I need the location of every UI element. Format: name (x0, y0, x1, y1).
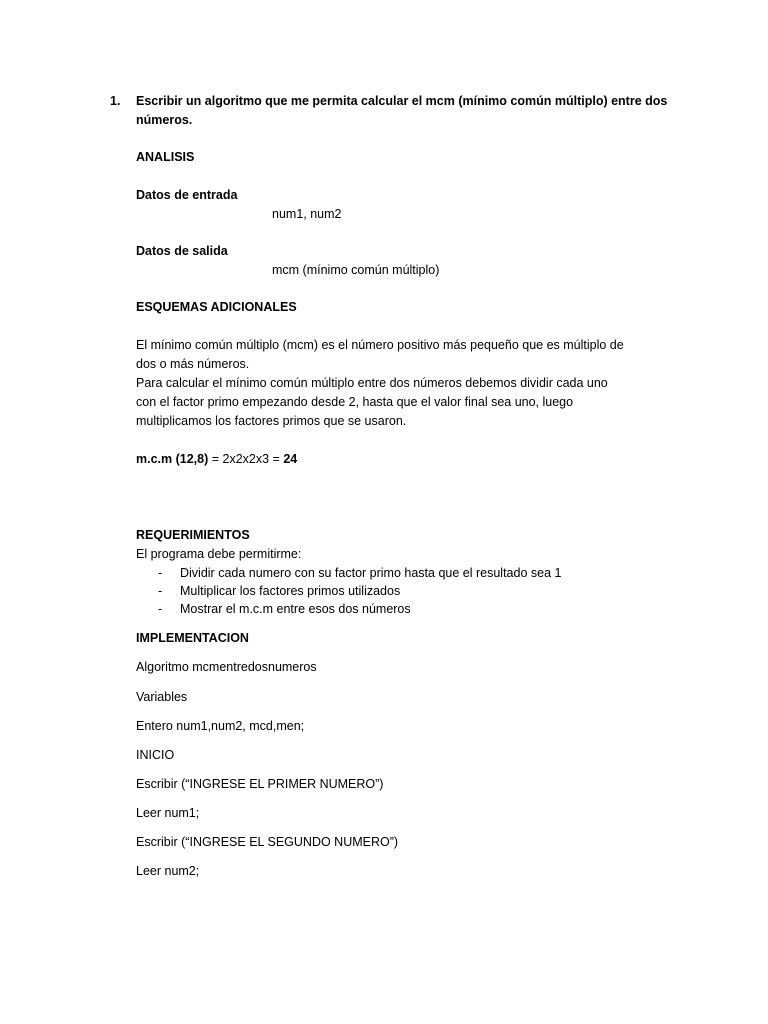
bullet-dash: - (158, 566, 163, 580)
question-number: 1. (110, 94, 121, 108)
question-line-2: números. (136, 113, 193, 127)
code-line: Escribir (“INGRESE EL PRIMER NUMERO”) (136, 777, 384, 791)
code-line: INICIO (136, 748, 175, 762)
esquemas-line: Para calcular el mínimo común múltiplo entre dos números debemos dividir cada uno (136, 376, 608, 390)
bullet-dash: - (158, 584, 163, 598)
datos-entrada-value: num1, num2 (272, 207, 342, 221)
mcm-example-expression: = 2x2x2x3 = (208, 452, 284, 466)
bullet-dash: - (158, 602, 163, 616)
requerimiento-item: Dividir cada numero con su factor primo hasta que el resultado sea 1 (180, 566, 562, 580)
esquemas-line: multiplicamos los factores primos que se usaron. (136, 414, 407, 428)
mcm-example-label: m.c.m (12,8) (136, 452, 209, 466)
requerimiento-item: Mostrar el m.c.m entre esos dos números (180, 602, 411, 616)
code-line: Escribir (“INGRESE EL SEGUNDO NUMERO”) (136, 835, 399, 849)
datos-entrada-label: Datos de entrada (136, 188, 238, 202)
code-line: Entero num1,num2, mcd,men; (136, 719, 305, 733)
code-line: Leer num1; (136, 806, 200, 820)
requerimientos-heading: REQUERIMIENTOS (136, 528, 250, 542)
analisis-heading: ANALISIS (136, 150, 195, 164)
datos-salida-value: mcm (mínimo común múltiplo) (272, 263, 440, 277)
requerimiento-item: Multiplicar los factores primos utilizados (180, 584, 401, 598)
question-line-1: Escribir un algoritmo que me permita calcular el mcm (mínimo común múltiplo) entre dos (136, 94, 668, 108)
datos-salida-label: Datos de salida (136, 244, 228, 258)
code-line: Variables (136, 690, 188, 704)
esquemas-line: El mínimo común múltiplo (mcm) es el número positivo más pequeño que es múltiplo de (136, 338, 624, 352)
code-line: Leer num2; (136, 864, 200, 878)
esquemas-line: con el factor primo empezando desde 2, hasta que el valor final sea uno, luego (136, 395, 574, 409)
implementacion-heading: IMPLEMENTACION (136, 631, 249, 645)
code-line: Algoritmo mcmentredosnumeros (136, 660, 317, 674)
requerimientos-intro: El programa debe permitirme: (136, 547, 302, 561)
mcm-example-result: 24 (283, 452, 298, 466)
mcm-example (136, 450, 297, 469)
esquemas-line: dos o más números. (136, 357, 250, 371)
esquemas-heading: ESQUEMAS ADICIONALES (136, 300, 297, 314)
